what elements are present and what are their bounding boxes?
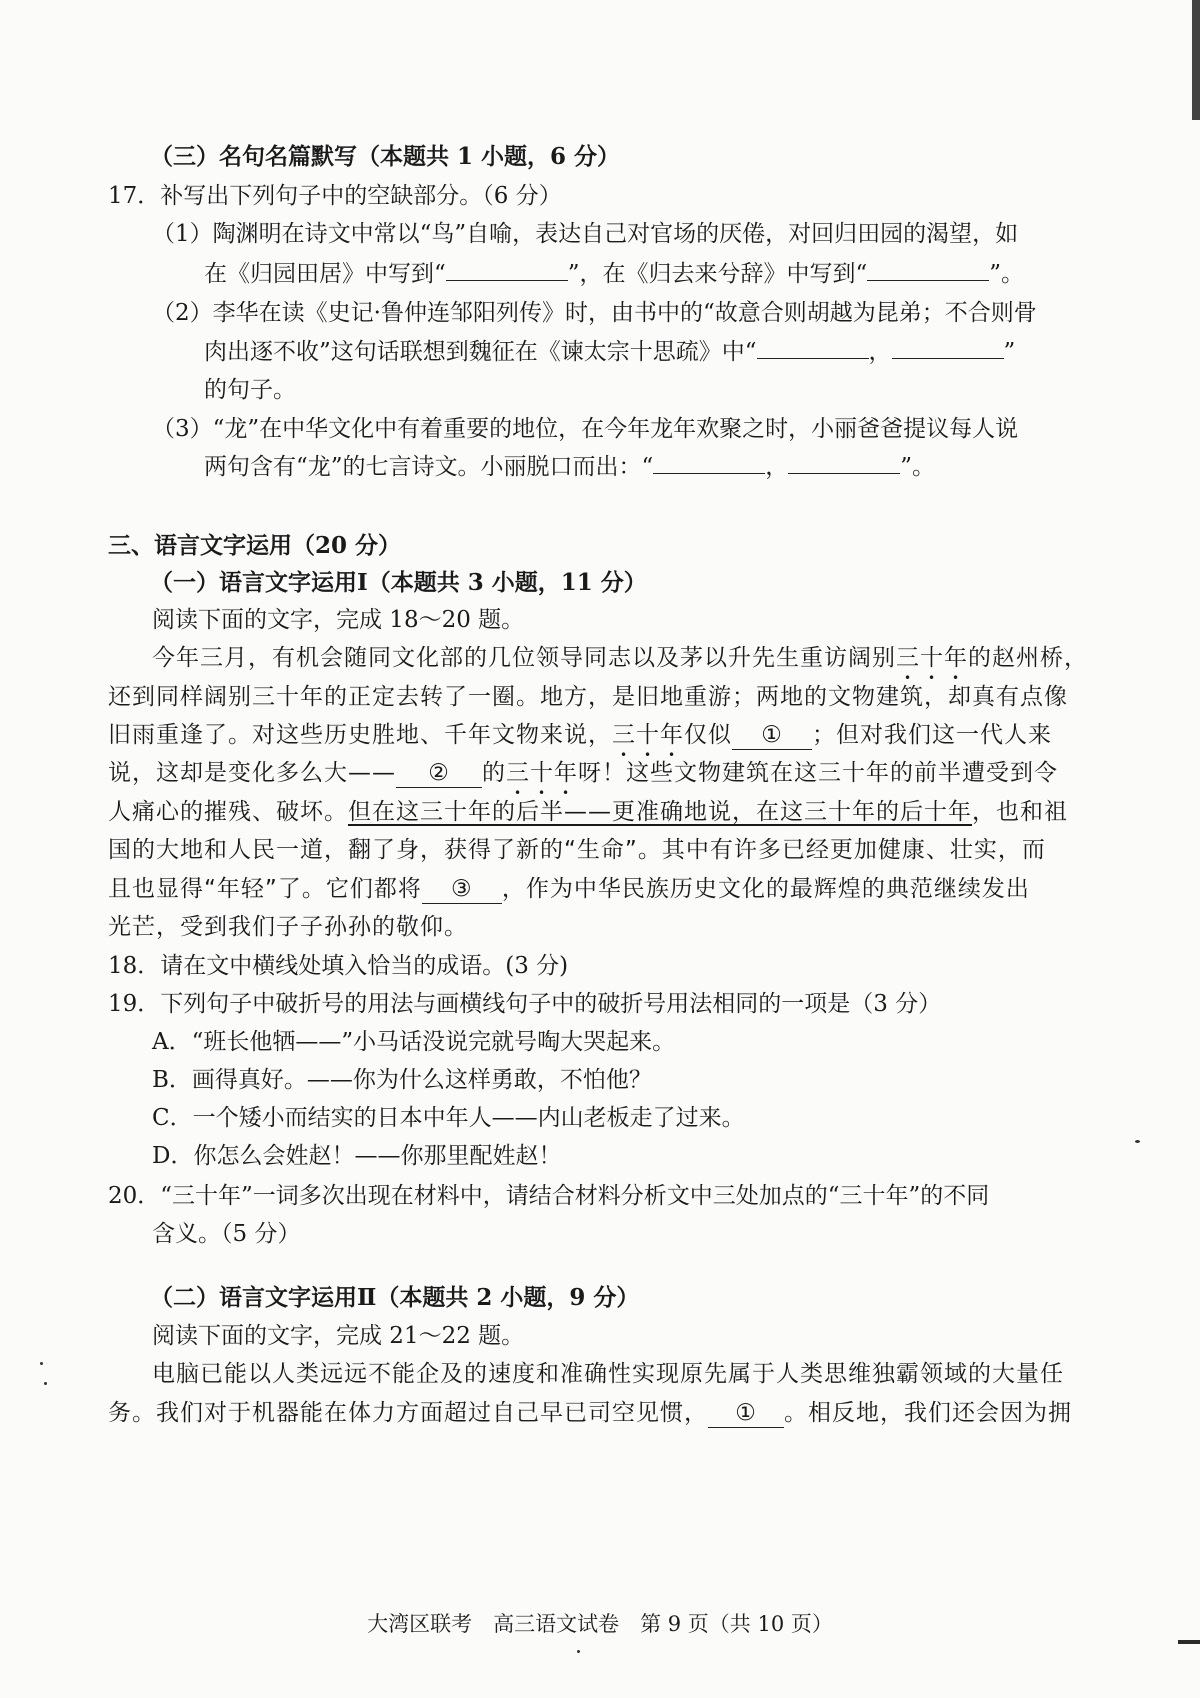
- question-17-stem: 17．补写出下列句子中的空缺部分。（6 分）: [108, 183, 562, 209]
- passage-text: 的: [482, 760, 506, 786]
- passage-text: ；但对我们这一代人来: [812, 722, 1052, 748]
- answer-blank[interactable]: [892, 336, 1004, 359]
- passage-text: 人痛心的摧残、破坏。: [108, 799, 348, 825]
- answer-blank[interactable]: [757, 336, 869, 359]
- part-1-instruction: 阅读下面的文字，完成 18～20 题。: [152, 607, 525, 633]
- dotted-term: 三十年: [612, 722, 684, 748]
- section-heading-dictation: （三）名句名篇默写（本题共 1 小题，6 分）: [150, 143, 621, 170]
- part-2-instruction: 阅读下面的文字，完成 21～22 题。: [152, 1323, 525, 1349]
- part-2-heading: （二）语言文字运用Ⅱ（本题共 2 小题，9 分）: [150, 1284, 640, 1311]
- q17-p2-text-b: ，: [868, 339, 892, 365]
- passage-line-3: [108, 719, 1052, 762]
- scan-speck: [1135, 1140, 1140, 1143]
- dotted-term: 三十年: [506, 760, 578, 786]
- section-heading-language-use: 三、语言文字运用（20 分）: [108, 532, 402, 559]
- question-17-part-2-line-3: 的句子。: [204, 377, 296, 403]
- question-17-part-1-line-1: （1）陶渊明在诗文中常以“鸟”自喻，表达自己对官场的厌倦，对回归田园的渴望，如: [152, 221, 1019, 247]
- scan-edge-mark: [1192, 0, 1200, 120]
- scan-speck: [577, 1650, 580, 1653]
- q17-p2-text-a: 肉出逐不收”这句话联想到魏征在《谏太宗十思疏》中“: [204, 339, 757, 365]
- dotted-term: 三十年: [896, 645, 968, 671]
- passage-2-line-1: 电脑已能以人类远远不能企及的速度和准确性实现原先属于人类思维独霸领域的大量任: [152, 1361, 1064, 1387]
- question-17-part-2-line-1: （2）李华在读《史记·鲁仲连邹阳列传》时，由书中的“故意合则胡越为昆弟；不合则骨: [152, 300, 1037, 326]
- question-19-option-a[interactable]: A．“班长他牺——”小马话没说完就号啕大哭起来。: [152, 1029, 676, 1055]
- q17-p3-text-c: ”。: [900, 454, 936, 480]
- question-17-part-1-line-2: [204, 258, 1024, 290]
- passage-line-5: [108, 796, 1068, 828]
- passage-text: 旧雨重逢了。对这些历史胜地、千年文物来说，: [108, 722, 612, 748]
- answer-blank-1[interactable]: ①: [732, 721, 812, 750]
- passage-line-4: [108, 757, 1058, 800]
- question-17-part-3-line-1: （3）“龙”在中华文化中有着重要的地位，在今年龙年欢聚之时，小丽爸爸提议每人说: [152, 416, 1019, 442]
- passage-text: 务。我们对于机器能在体力方面超过自己早已司空见惯，: [108, 1400, 708, 1426]
- answer-blank[interactable]: [788, 451, 900, 474]
- question-20-line-2: 含义。（5 分）: [152, 1221, 301, 1247]
- scan-edge-mark: [1178, 1640, 1200, 1644]
- scan-speck: [40, 1362, 43, 1365]
- passage-text: 说，这却是变化多么大——: [108, 760, 396, 786]
- passage-text: 。相反地，我们还会因为拥: [784, 1400, 1072, 1426]
- answer-blank[interactable]: [653, 451, 765, 474]
- passage-text: ，作为中华民族历史文化的最辉煌的典范继续发出: [501, 876, 1030, 902]
- q17-p1-text-b: ”，在《归去来兮辞》中写到“: [567, 261, 868, 287]
- passage-text: ，也和祖: [972, 799, 1068, 825]
- passage-text: 今年三月，有机会随同文化部的几位领导同志以及茅以升先生重访阔别: [152, 645, 896, 671]
- question-19-option-c[interactable]: C．一个矮小而结实的日本中年人——内山老板走了过来。: [152, 1105, 745, 1131]
- passage-text: 的赵州桥，: [968, 645, 1088, 671]
- question-17-part-2-line-2: [204, 336, 1015, 368]
- answer-blank-1[interactable]: ①: [708, 1399, 784, 1428]
- question-17-part-3-line-2: [204, 451, 935, 483]
- answer-blank-2[interactable]: ②: [396, 759, 482, 788]
- page-footer: 大湾区联考 高三语文试卷 第 9 页（共 10 页）: [367, 1612, 833, 1636]
- answer-blank[interactable]: [446, 258, 568, 281]
- answer-blank[interactable]: [867, 258, 989, 281]
- q17-p1-text-a: 在《归园田居》中写到“: [204, 261, 446, 287]
- passage-text: 仅似: [684, 722, 732, 748]
- passage-line-8: 光芒，受到我们子子孙孙的敬仰。: [108, 914, 468, 940]
- answer-blank-3[interactable]: ③: [422, 875, 502, 904]
- question-20-line-1: 20．“三十年”一词多次出现在材料中，请结合材料分析文中三处加点的“三十年”的不同: [108, 1183, 990, 1209]
- part-1-heading: （一）语言文字运用Ⅰ（本题共 3 小题，11 分）: [150, 569, 647, 596]
- passage-text: 且也显得“年轻”了。它们都将: [108, 876, 422, 902]
- passage-text: 呀！这些文物建筑在这三十年的前半遭受到令: [578, 760, 1058, 786]
- passage-line-2: 还到同样阔别三十年的正定去转了一圈。地方，是旧地重游；两地的文物建筑，却真有点像: [108, 684, 1068, 710]
- scan-speck: [44, 1382, 47, 1385]
- passage-line-7: [108, 873, 1030, 905]
- underlined-sentence: 但在这三十年的后半——更准确地说，在这三十年的后十年: [348, 799, 972, 825]
- q17-p3-text-b: ，: [765, 454, 789, 480]
- question-19-option-b[interactable]: B．画得真好。——你为什么这样勇敢，不怕他？: [152, 1067, 652, 1093]
- question-19-stem: 19．下列句子中破折号的用法与画横线句子中的破折号用法相同的一项是（3 分）: [108, 991, 942, 1017]
- q17-p1-text-c: ”。: [989, 261, 1025, 287]
- passage-line-1: [152, 642, 1088, 685]
- q17-p2-text-c: ”: [1003, 339, 1016, 365]
- passage-2-line-2: [108, 1397, 1072, 1429]
- question-19-option-d[interactable]: D．你怎么会姓赵！——你那里配姓赵！: [152, 1143, 562, 1169]
- question-18: 18．请在文中横线处填入恰当的成语。(3 分): [108, 953, 569, 979]
- q17-p3-text-a: 两句含有“龙”的七言诗文。小丽脱口而出：“: [204, 454, 654, 480]
- passage-line-6: 国的大地和人民一道，翻了身，获得了新的“生命”。其中有许多已经更加健康、壮实，而: [108, 837, 1046, 863]
